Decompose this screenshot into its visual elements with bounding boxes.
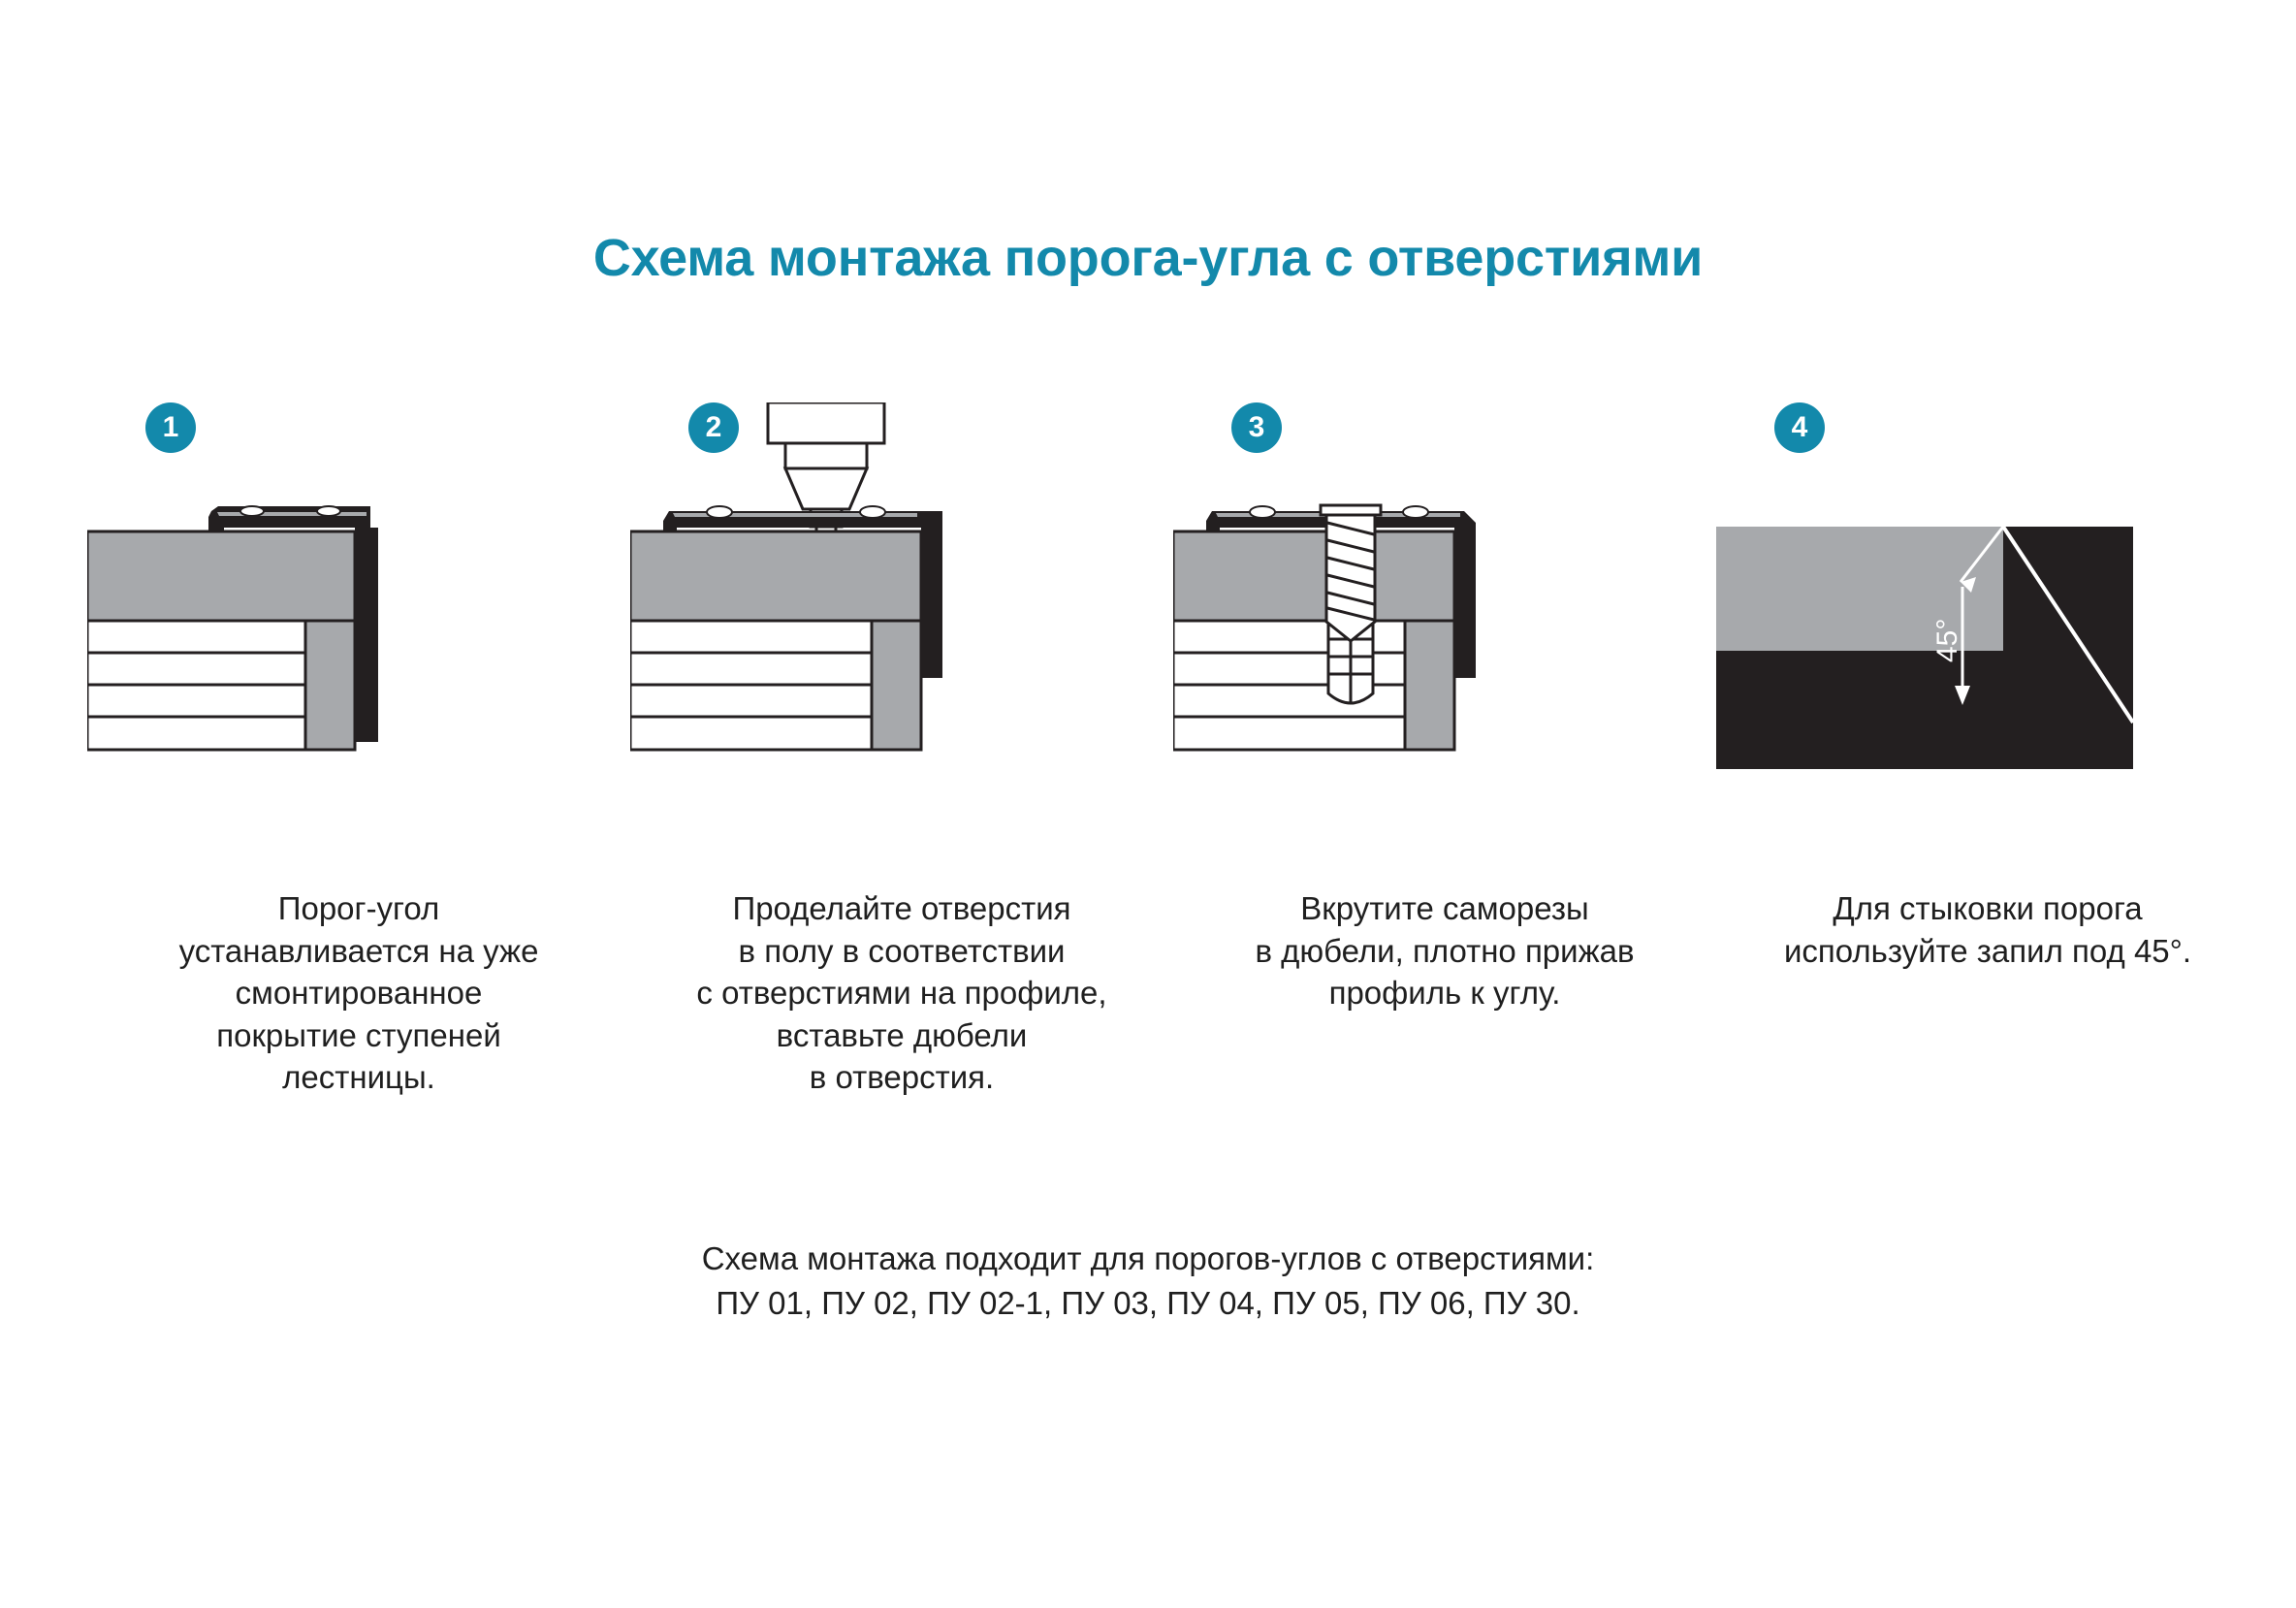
caption-line: лестницы.: [282, 1059, 435, 1096]
step-number-badge: 2: [688, 402, 739, 453]
caption-line: профиль к углу.: [1328, 975, 1561, 1012]
step-number-badge: 4: [1774, 402, 1825, 453]
step-2: [630, 402, 1173, 1099]
stair-body-shape: [630, 531, 921, 750]
stair-with-corner-profile-graphic: [87, 402, 630, 868]
caption-line: в полу в соответствии: [738, 932, 1066, 969]
caption-line: с отверстиями на профиле,: [696, 975, 1107, 1012]
footer-note: [0, 1237, 2296, 1325]
stair-body-shape: [87, 531, 355, 750]
stair-body-shape: [1173, 531, 1454, 750]
step-3-illustration: [1173, 402, 1716, 868]
step-number-badge: 1: [145, 402, 196, 453]
caption-line: Для стыковки порога: [1833, 890, 2143, 926]
screw-into-dowel-graphic: [1173, 402, 1716, 868]
step-3: [1173, 402, 1716, 1014]
step-4-illustration: [1716, 402, 2259, 868]
angle-label-text: 45°: [1931, 618, 1963, 662]
step-2-illustration: [630, 402, 1173, 868]
caption-line: устанавливается на уже: [178, 932, 539, 969]
miter-cut-45-graphic: [1716, 402, 2259, 868]
step-4: [1716, 402, 2259, 972]
step-4-caption: [1716, 887, 2259, 972]
screw-icon: [1321, 505, 1381, 641]
step-1-caption: [87, 887, 630, 1099]
caption-line: в дюбели, плотно прижав: [1255, 932, 1635, 969]
footer-line-2: ПУ 01, ПУ 02, ПУ 02-1, ПУ 03, ПУ 04, ПУ 05, ПУ 06, ПУ 30.: [716, 1284, 1580, 1321]
caption-line: в отверстия.: [809, 1059, 995, 1096]
drill-through-profile-holes-graphic: [630, 402, 1173, 868]
step-3-caption: [1173, 887, 1716, 1014]
caption-line: вставьте дюбели: [776, 1016, 1028, 1053]
step-1: [87, 402, 630, 1099]
steps-row: [87, 402, 2220, 1099]
step-2-caption: [630, 887, 1173, 1099]
caption-line: используйте запил под 45°.: [1783, 932, 2192, 969]
caption-line: смонтированное: [235, 975, 483, 1012]
footer-line-1: Схема монтажа подходит для порогов-углов с отверстиями:: [701, 1240, 1595, 1276]
step-1-illustration: [87, 402, 630, 868]
caption-line: Вкрутите саморезы: [1300, 890, 1589, 926]
step-number-badge: 3: [1231, 402, 1282, 453]
page-title: Схема монтажа порога-угла с отверстиями: [592, 229, 1704, 287]
miter-blocks: [1716, 527, 2133, 769]
caption-line: покрытие ступеней: [216, 1016, 501, 1053]
caption-line: Порог-угол: [277, 890, 440, 926]
caption-line: Проделайте отверстия: [732, 890, 1071, 926]
